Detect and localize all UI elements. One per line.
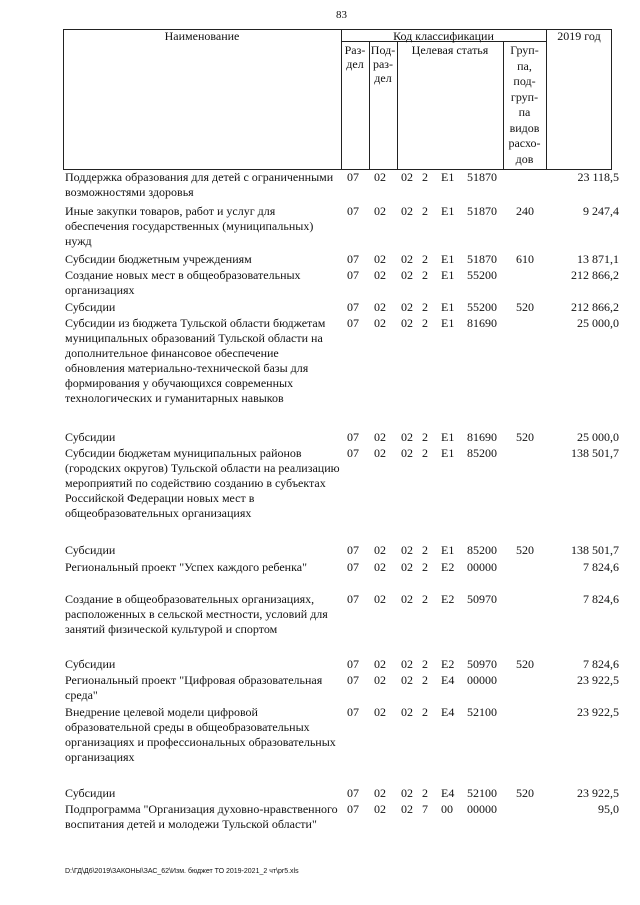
row-code-razdel: 07 — [347, 316, 359, 330]
row-name: Иные закупки товаров, работ и услуг для обеспечения государственных (муниципальных) нужд — [65, 204, 314, 248]
row-code-celevaya-3: E2 — [441, 560, 455, 574]
row-code-celevaya-4: 51870 — [467, 204, 497, 218]
row-code-celevaya-1: 02 — [401, 170, 413, 184]
row-code-razdel: 07 — [347, 705, 359, 719]
row-code-razdel: 07 — [347, 300, 359, 314]
row-code-podrazdel: 02 — [374, 560, 386, 574]
row-code-gruppa: 520 — [516, 543, 534, 557]
row-code-celevaya-1: 02 — [401, 705, 413, 719]
header-gruppa: Груп- па, под- груп- па видов расхо- дов — [508, 43, 541, 166]
row-code-celevaya-4: 00000 — [467, 560, 497, 574]
row-code-razdel: 07 — [347, 673, 359, 687]
row-code-celevaya-4: 81690 — [467, 430, 497, 444]
row-code-celevaya-3: 00 — [441, 802, 453, 816]
row-amount: 23 922,5 — [577, 705, 619, 719]
row-code-celevaya-2: 2 — [422, 673, 428, 687]
row-code-celevaya-2: 2 — [422, 268, 428, 282]
row-name: Субсидии бюджетам муниципальных районов (городских округов) Тульской области на реализацию мероприятий по содействию созданию в субъектах Российской Федерации новых мест в общеобразовательных организациях — [65, 446, 340, 520]
row-amount: 23 118,5 — [577, 170, 619, 184]
row-code-celevaya-4: 55200 — [467, 300, 497, 314]
row-name: Региональный проект "Успех каждого ребенка" — [65, 560, 307, 574]
row-code-celevaya-1: 02 — [401, 252, 413, 266]
row-code-podrazdel: 02 — [374, 170, 386, 184]
row-code-razdel: 07 — [347, 268, 359, 282]
row-name: Субсидии бюджетным учреждениям — [65, 252, 252, 266]
row-amount: 95,0 — [598, 802, 619, 816]
row-code-razdel: 07 — [347, 204, 359, 218]
header-year: 2019 год — [557, 29, 601, 43]
row-code-celevaya-2: 2 — [422, 560, 428, 574]
row-amount: 23 922,5 — [577, 786, 619, 800]
row-code-podrazdel: 02 — [374, 268, 386, 282]
row-amount: 25 000,0 — [577, 316, 619, 330]
page-number: 83 — [336, 9, 347, 21]
row-code-celevaya-1: 02 — [401, 786, 413, 800]
row-code-celevaya-2: 2 — [422, 170, 428, 184]
row-code-razdel: 07 — [347, 786, 359, 800]
row-code-celevaya-4: 50970 — [467, 592, 497, 606]
row-code-celevaya-2: 2 — [422, 786, 428, 800]
row-code-celevaya-4: 81690 — [467, 316, 497, 330]
row-name: Подпрограмма "Организация духовно-нравственного воспитания детей и молодежи Тульской области" — [65, 802, 338, 831]
row-code-celevaya-3: E1 — [441, 252, 455, 266]
row-code-podrazdel: 02 — [374, 316, 386, 330]
row-code-celevaya-1: 02 — [401, 543, 413, 557]
row-code-podrazdel: 02 — [374, 204, 386, 218]
row-code-podrazdel: 02 — [374, 446, 386, 460]
row-code-gruppa: 240 — [516, 204, 534, 218]
row-code-podrazdel: 02 — [374, 300, 386, 314]
row-code-celevaya-3: E4 — [441, 786, 455, 800]
row-code-razdel: 07 — [347, 543, 359, 557]
row-code-celevaya-1: 02 — [401, 300, 413, 314]
row-code-celevaya-4: 50970 — [467, 657, 497, 671]
row-code-celevaya-1: 02 — [401, 657, 413, 671]
row-code-celevaya-2: 2 — [422, 316, 428, 330]
row-amount: 138 501,7 — [571, 543, 619, 557]
header-code: Код классификации — [393, 29, 494, 43]
row-name: Субсидии — [65, 300, 116, 314]
row-code-celevaya-3: E1 — [441, 543, 455, 557]
row-code-razdel: 07 — [347, 430, 359, 444]
row-code-celevaya-2: 7 — [422, 802, 428, 816]
header-podrazdel: Под- раз- дел — [370, 43, 396, 85]
row-name: Региональный проект "Цифровая образовательная среда" — [65, 673, 323, 702]
row-code-celevaya-3: E1 — [441, 268, 455, 282]
row-name: Создание в общеобразовательных организациях, расположенных в сельской местности, условий для занятий физической культурой и спортом — [65, 592, 328, 636]
row-code-celevaya-3: E4 — [441, 673, 455, 687]
row-code-podrazdel: 02 — [374, 786, 386, 800]
row-code-celevaya-1: 02 — [401, 560, 413, 574]
row-code-celevaya-3: E2 — [441, 657, 455, 671]
row-amount: 138 501,7 — [571, 446, 619, 460]
row-code-celevaya-2: 2 — [422, 300, 428, 314]
row-code-podrazdel: 02 — [374, 657, 386, 671]
row-name: Субсидии — [65, 543, 116, 557]
row-code-celevaya-1: 02 — [401, 592, 413, 606]
row-code-podrazdel: 02 — [374, 673, 386, 687]
row-code-razdel: 07 — [347, 592, 359, 606]
row-amount: 212 866,2 — [571, 268, 619, 282]
row-code-celevaya-3: E2 — [441, 592, 455, 606]
row-amount: 25 000,0 — [577, 430, 619, 444]
row-code-razdel: 07 — [347, 446, 359, 460]
row-code-gruppa: 610 — [516, 252, 534, 266]
row-amount: 23 922,5 — [577, 673, 619, 687]
row-amount: 9 247,4 — [583, 204, 619, 218]
row-code-celevaya-2: 2 — [422, 705, 428, 719]
row-name: Субсидии — [65, 657, 116, 671]
row-code-celevaya-4: 85200 — [467, 446, 497, 460]
row-amount: 7 824,6 — [583, 657, 619, 671]
row-code-celevaya-2: 2 — [422, 252, 428, 266]
header-razdel: Раз- дел — [344, 43, 366, 71]
file-path-footer: D:\ГД\Д6\2019\ЗАКОНЫ\ЗАС_62\Изм. бюджет ТО 2019-2021_2 чт\pr5.xls — [65, 868, 299, 875]
row-code-celevaya-1: 02 — [401, 446, 413, 460]
row-code-razdel: 07 — [347, 170, 359, 184]
row-code-celevaya-4: 55200 — [467, 268, 497, 282]
row-code-celevaya-1: 02 — [401, 204, 413, 218]
row-code-podrazdel: 02 — [374, 430, 386, 444]
row-code-celevaya-4: 85200 — [467, 543, 497, 557]
row-code-celevaya-2: 2 — [422, 543, 428, 557]
row-code-celevaya-1: 02 — [401, 802, 413, 816]
row-code-celevaya-2: 2 — [422, 592, 428, 606]
row-code-celevaya-2: 2 — [422, 430, 428, 444]
row-code-podrazdel: 02 — [374, 252, 386, 266]
row-code-gruppa: 520 — [516, 430, 534, 444]
row-code-celevaya-1: 02 — [401, 316, 413, 330]
header-name: Наименование — [164, 29, 240, 43]
row-code-celevaya-3: E1 — [441, 430, 455, 444]
row-code-celevaya-3: E1 — [441, 446, 455, 460]
row-code-razdel: 07 — [347, 252, 359, 266]
row-code-celevaya-2: 2 — [422, 204, 428, 218]
row-code-razdel: 07 — [347, 560, 359, 574]
row-code-gruppa: 520 — [516, 657, 534, 671]
row-code-celevaya-4: 51870 — [467, 252, 497, 266]
row-code-razdel: 07 — [347, 802, 359, 816]
row-amount: 212 866,2 — [571, 300, 619, 314]
row-code-celevaya-3: E1 — [441, 204, 455, 218]
row-code-celevaya-3: E1 — [441, 316, 455, 330]
row-code-celevaya-3: E1 — [441, 300, 455, 314]
row-code-celevaya-4: 52100 — [467, 705, 497, 719]
row-code-celevaya-1: 02 — [401, 430, 413, 444]
row-code-celevaya-4: 00000 — [467, 673, 497, 687]
row-name: Субсидии — [65, 786, 116, 800]
row-amount: 7 824,6 — [583, 560, 619, 574]
row-name: Поддержка образования для детей с ограниченными возможностями здоровья — [65, 170, 334, 199]
row-code-gruppa: 520 — [516, 300, 534, 314]
row-code-celevaya-4: 52100 — [467, 786, 497, 800]
row-code-podrazdel: 02 — [374, 802, 386, 816]
row-code-celevaya-1: 02 — [401, 268, 413, 282]
row-name: Субсидии из бюджета Тульской области бюджетам муниципальных образований Тульской области на дополнительное финансовое обеспечение обновления материально-технической базы для формирования у обучающихся современных технологических и гуманитарных навыков — [65, 316, 326, 405]
row-code-podrazdel: 02 — [374, 592, 386, 606]
row-code-celevaya-2: 2 — [422, 446, 428, 460]
row-name: Субсидии — [65, 430, 116, 444]
row-code-celevaya-4: 00000 — [467, 802, 497, 816]
row-code-celevaya-1: 02 — [401, 673, 413, 687]
row-code-celevaya-2: 2 — [422, 657, 428, 671]
row-code-celevaya-4: 51870 — [467, 170, 497, 184]
row-name: Создание новых мест в общеобразовательных организациях — [65, 268, 301, 297]
row-code-razdel: 07 — [347, 657, 359, 671]
row-name: Внедрение целевой модели цифровой образовательной среды в общеобразовательных организациях и профессиональных образовательных организациях — [65, 705, 336, 764]
row-code-podrazdel: 02 — [374, 543, 386, 557]
row-code-podrazdel: 02 — [374, 705, 386, 719]
row-code-gruppa: 520 — [516, 786, 534, 800]
row-amount: 13 871,1 — [577, 252, 619, 266]
row-amount: 7 824,6 — [583, 592, 619, 606]
row-code-celevaya-3: E1 — [441, 170, 455, 184]
header-celevaya: Целевая статья — [411, 43, 489, 57]
row-code-celevaya-3: E4 — [441, 705, 455, 719]
